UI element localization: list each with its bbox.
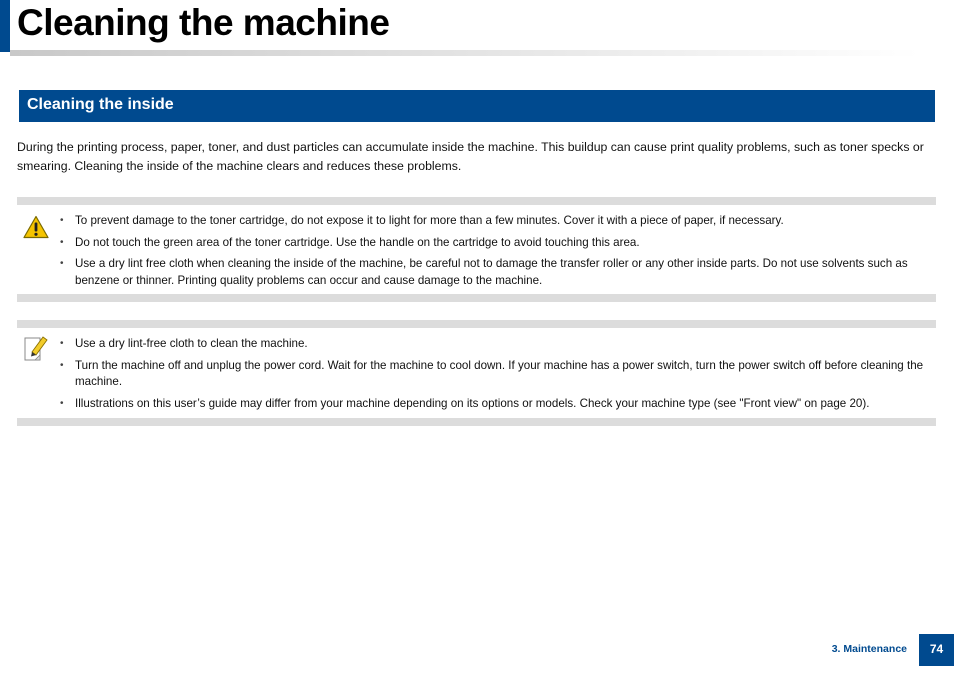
list-item: • Use a dry lint-free cloth to clean the machine. — [60, 336, 934, 353]
intro-paragraph: During the printing process, paper, toner, and dust particles can accumulate inside the machine. This buildup can cause print quality problems, such as toner specks or smearing. Cleaning the inside of the machine clears and reduces these problems. — [17, 140, 924, 173]
list-item: • Turn the machine off and unplug the power cord. Wait for the machine to cool down. If your machine has a power switch, turn the power switch off before cleaning the machine. — [60, 358, 934, 391]
section-header: Cleaning the inside — [19, 90, 935, 122]
note-list — [60, 336, 934, 417]
warning-triangle-icon — [23, 215, 49, 244]
caution-box — [17, 197, 936, 302]
note-box — [17, 320, 936, 426]
list-item: • Do not touch the green area of the toner cartridge. Use the handle on the cartridge to avoid touching this area. — [60, 235, 934, 252]
list-item: • Illustrations on this user’s guide may differ from your machine depending on its options or models. Check your machine type (see "Front view" on page 20). — [60, 396, 934, 413]
caution-list — [60, 213, 934, 294]
title-divider — [10, 50, 920, 56]
page-number: 74 — [919, 634, 954, 666]
title-accent-bar — [0, 0, 10, 52]
list-item: • Use a dry lint free cloth when cleaning the inside of the machine, be careful not to damage the transfer roller or any other inside parts. Do not use solvents such as benzene or thinner. Printing quality problems can occur and cause damage to the machine. — [60, 256, 934, 289]
list-item: • To prevent damage to the toner cartridge, do not expose it to light for more than a few minutes. Cover it with a piece of paper, if necessary. — [60, 213, 934, 230]
chapter-label: 3. Maintenance — [831, 643, 907, 655]
page-title: Cleaning the machine — [17, 2, 390, 43]
note-pencil-icon — [23, 334, 49, 367]
